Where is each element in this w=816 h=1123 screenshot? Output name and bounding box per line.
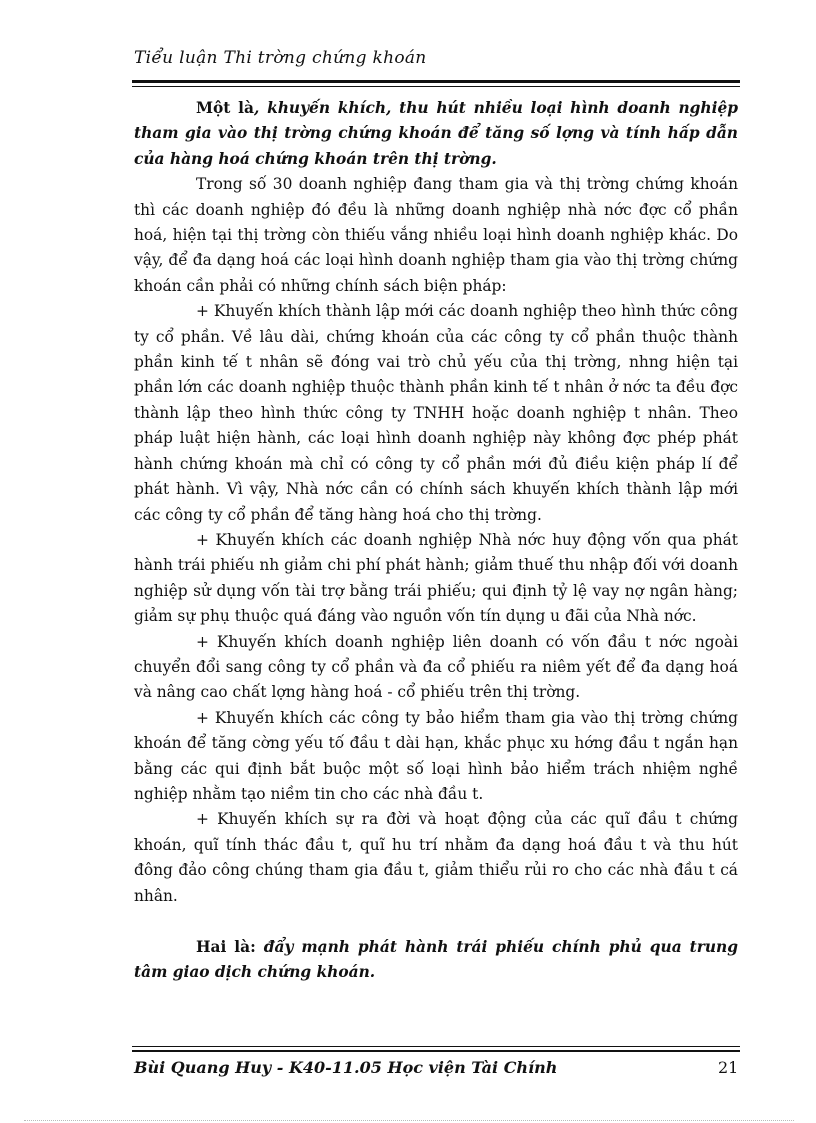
page-header-title: Tiểu luận Thi trờng chứng khoán	[134, 48, 427, 68]
paragraph-item-1: + Khuyến khích thành lập mới các doanh nghiệp theo hình thức công ty cổ phần. Về lâu dài, chứng khoán của các công ty cổ phần thuộc thành phần kinh tế t nhân sẽ đóng vai trò chủ yếu của thị trờng, nhng hiện tại phần lớn các doanh nghiệp thuộc thành phần kinh tế t nhân ở nớc ta đều đợc thành lập theo hình thức công ty TNHH hoặc doanh nghiệp t nhân. Theo pháp luật hiện hành, các loại hình doanh nghiệp này không đợc phép phát hành chứng khoán mà chỉ có công ty cổ phần mới đủ điều kiện pháp lí để phát hành. Vì vậy, Nhà nớc cần có chính sách khuyến khích thành lập mới các công ty cổ phần để tăng hàng hoá cho thị trờng.	[134, 302, 738, 524]
page-number: 21	[718, 1058, 739, 1077]
paragraph-item-2: + Khuyến khích các doanh nghiệp Nhà nớc huy động vốn qua phát hành trái phiếu nh giảm chi phí phát hành; giảm thuế thu nhập đối với doanh nghiệp sử dụng vốn tài trợ bằng trái phiếu; qui định tỷ lệ vay nợ ngân hàng; giảm sự phụ thuộc quá đáng vào nguồn vốn tín dụng u đãi của Nhà nớc.	[134, 530, 738, 626]
footer-author: Bùi Quang Huy - K40-11.05 Học viện Tài Chính	[134, 1058, 558, 1077]
footer-rule	[132, 1050, 740, 1052]
footer-rule-thin	[132, 1046, 740, 1047]
paragraph-gap	[134, 909, 738, 935]
paragraph-item-3: + Khuyến khích doanh nghiệp liên doanh có vốn đầu t nớc ngoài chuyển đổi sang công ty cổ phần và đa cổ phiếu ra niêm yết để đa dạng hoá và nâng cao chất lợng hàng hoá - cổ phiếu trên thị trờng.	[134, 632, 738, 702]
header-rule-thin	[132, 86, 740, 87]
page-content	[134, 96, 738, 986]
paragraph-hai-la: Hai là: đẩy mạnh phát hành trái phiếu chính phủ qua trung tâm giao dịch chứng khoán.	[134, 938, 738, 982]
page-edge-dots	[24, 1120, 794, 1121]
paragraph-intro: Trong số 30 doanh nghiệp đang tham gia và thị trờng chứng khoán thì các doanh nghiệp đó đều là những doanh nghiệp nhà nớc đợc cổ phần hoá, hiện tại thị trờng còn thiếu vắng nhiều loại hình doanh nghiệp khác. Do vậy, để đa dạng hoá các loại hình doanh nghiệp tham gia vào thị trờng chứng khoán cần phải có những chính sách biện pháp:	[134, 175, 738, 295]
lead-mot-la: Một là	[196, 99, 254, 117]
paragraph-mot-la: Một là, khuyến khích, thu hút nhiều loại hình doanh nghiệp tham gia vào thị trờng chứng khoán để tăng số lợng và tính hấp dẫn của hàng hoá chứng khoán trên thị trờng.	[134, 99, 738, 168]
paragraph-item-4: + Khuyến khích các công ty bảo hiểm tham gia vào thị trờng chứng khoán để tăng cờng yếu tố đầu t dài hạn, khắc phục xu hớng đầu t ngắn hạn bằng các qui định bắt buộc một số loại hình bảo hiểm trách nhiệm nghề nghiệp nhằm tạo niềm tin cho các nhà đầu t.	[134, 708, 738, 803]
header-rule	[132, 80, 740, 83]
lead-hai-la: Hai là:	[196, 938, 256, 956]
paragraph-item-5: + Khuyến khích sự ra đời và hoạt động của các quĩ đầu t chứng khoán, quĩ tính thác đầu t, quĩ hu trí nhằm đa dạng hoá đầu t và thu hút đông đảo công chúng tham gia đầu t, giảm thiểu rủi ro cho các nhà đầu t cá nhân.	[134, 810, 738, 905]
